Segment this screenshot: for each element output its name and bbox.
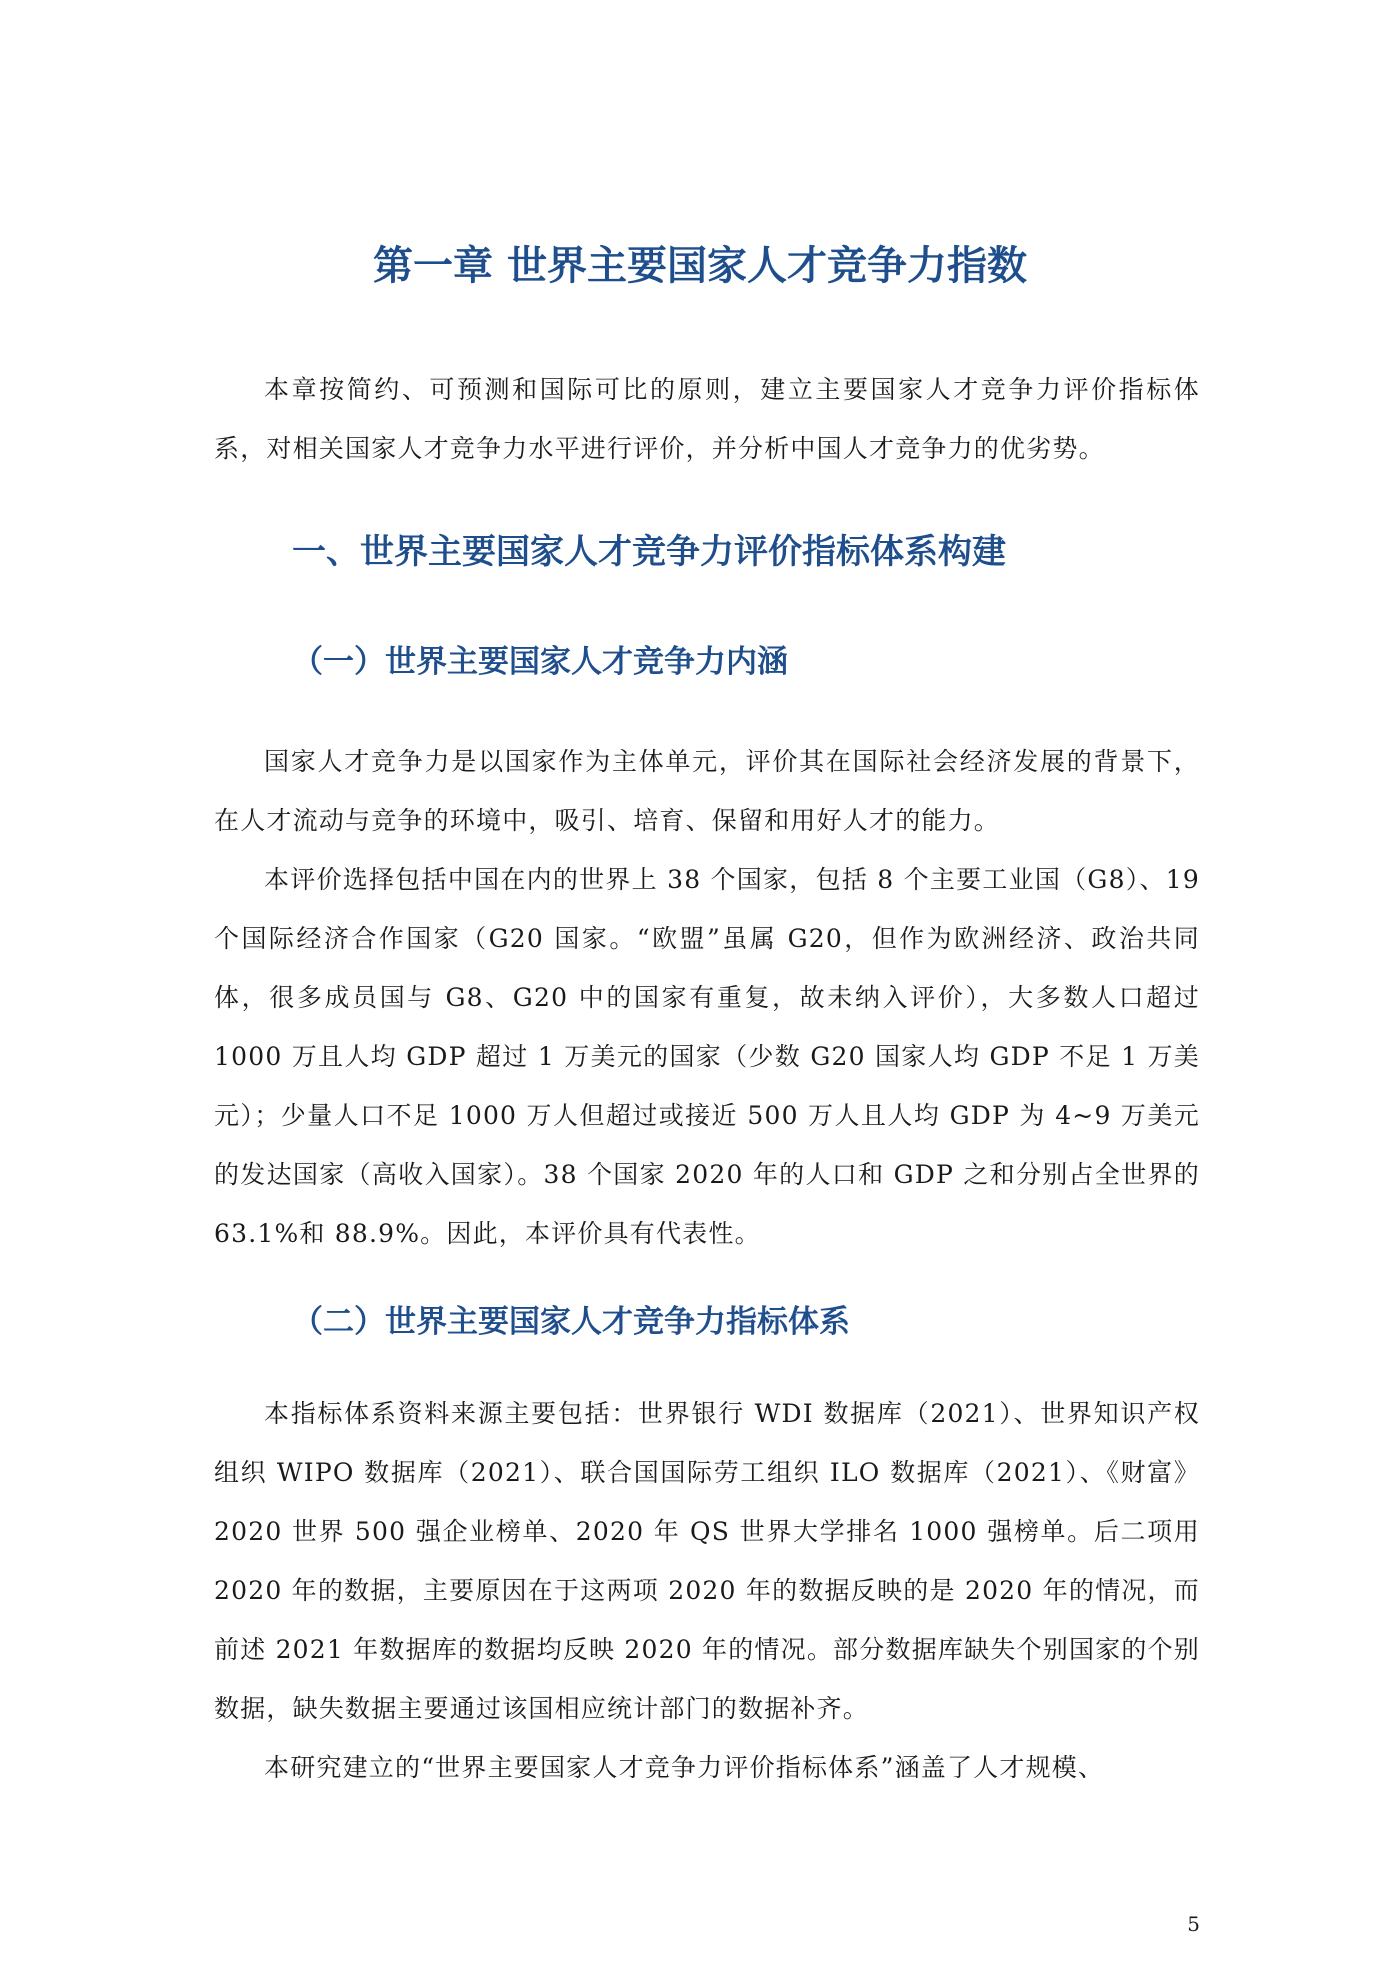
page-number: 5 — [1187, 1912, 1200, 1936]
chapter-intro-paragraph: 本章按简约、可预测和国际可比的原则，建立主要国家人才竞争力评价指标体系，对相关国家人才竞争力水平进行评价，并分析中国人才竞争力的优劣势。 — [214, 375, 1200, 463]
subsection-title-2: （二）世界主要国家人才竞争力指标体系 — [292, 1304, 850, 1340]
paragraph: 本研究建立的“世界主要国家人才竞争力评价指标体系”涵盖了人才规模、 — [264, 1753, 1105, 1782]
subsection-1-body — [214, 732, 1200, 1263]
paragraph: 本评价选择包括中国在内的世界上 38 个国家，包括 8 个主要工业国（G8）、19 个国际经济合作国家（G20 国家。“欧盟”虽属 G20，但作为欧洲经济、政治共同体，很多成员国与 G8、G20 中的国家有重复，故未纳入评价），大多数人口超过 1000 万且人均 GDP 超过 1 万美元的国家（少数 G20 国家人均 GDP 不足 1 万美元）；少量人口不足 1000 万人但超过或接近 500 万人且人均 GDP 为 4~9 万美元的发达国家（高收入国家）。38 个国家 2020 年的人口和 GDP 之和分别占全世界的 63.1%和 88.9%。因此，本评价具有代表性。 — [214, 865, 1200, 1248]
paragraph: 国家人才竞争力是以国家作为主体单元，评价其在国际社会经济发展的背景下，在人才流动与竞争的环境中，吸引、培育、保留和用好人才的能力。 — [214, 747, 1200, 835]
chapter-intro-block — [214, 360, 1200, 478]
chapter-title: 第一章 世界主要国家人才竞争力指数 — [373, 243, 1027, 289]
paragraph: 本指标体系资料来源主要包括：世界银行 WDI 数据库（2021）、世界知识产权组织 WIPO 数据库（2021）、联合国国际劳工组织 ILO 数据库（2021）、《财富》2020 世界 500 强企业榜单、2020 年 QS 世界大学排名 1000 强榜单。后二项用 2020 年的数据，主要原因在于这两项 2020 年的数据反映的是 2020 年的情况，而前述 2021 年数据库的数据均反映 2020 年的情况。部分数据库缺失个别国家的个别数据，缺失数据主要通过该国相应统计部门的数据补齐。 — [214, 1399, 1200, 1723]
subsection-title-1: （一）世界主要国家人才竞争力内涵 — [292, 644, 788, 680]
section-title: 一、世界主要国家人才竞争力评价指标体系构建 — [292, 532, 1006, 572]
subsection-2-body — [214, 1384, 1200, 1797]
